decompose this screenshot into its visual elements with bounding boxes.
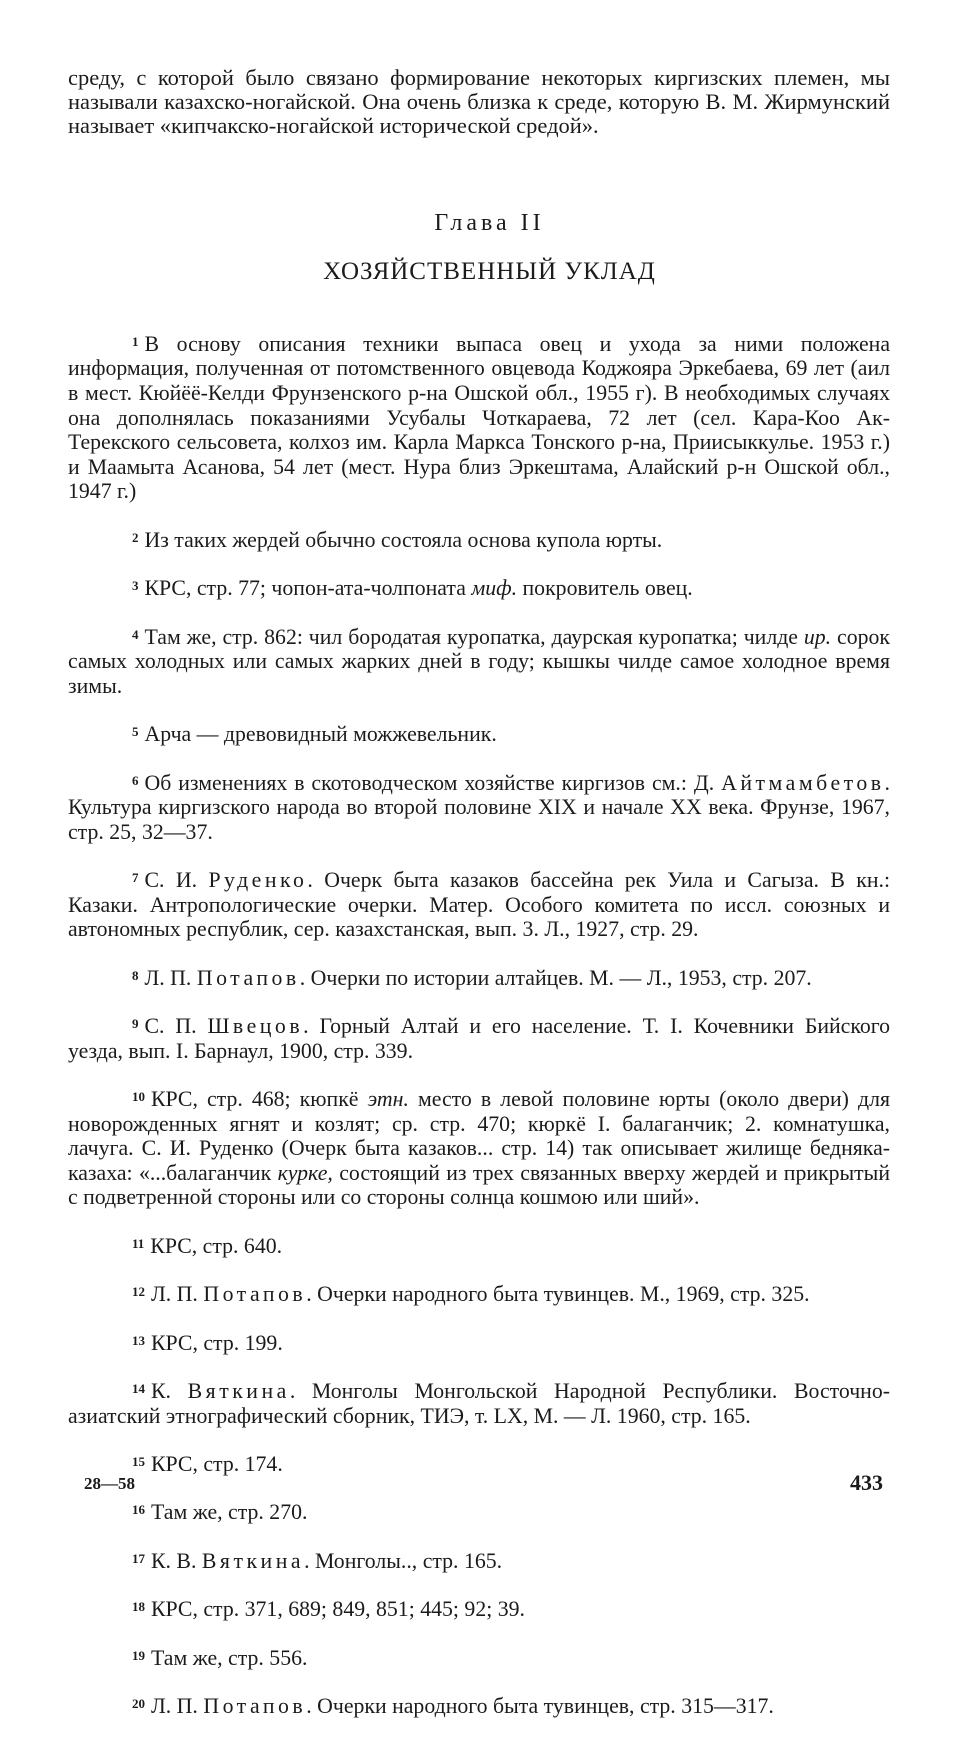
footnote-text: Об изменениях в скотоводческом хозяйстве киргизов см.: Д. bbox=[144, 770, 722, 795]
footnote-text: . Очерки народного быта тувинцев, стр. 315—317. bbox=[306, 1693, 774, 1718]
footnote bbox=[68, 623, 890, 699]
footnote bbox=[68, 1692, 890, 1719]
footnote-number: 13 bbox=[132, 1332, 145, 1348]
page-number: 433 bbox=[850, 1470, 883, 1495]
author-name: Вяткина bbox=[187, 1378, 290, 1403]
intro-text: среду, с которой было связано формирование некоторых киргизских племен, мы называли казахско-ногайской. Она очень близка к среде, которую В. М. Жирмунский называет «кипчакско-ногайской исторической средой». bbox=[68, 65, 890, 138]
footnote-text: . Монголы.., стр. 165. bbox=[304, 1548, 503, 1573]
footnote-number: 7 bbox=[132, 870, 139, 886]
footnote-number: 11 bbox=[132, 1235, 145, 1251]
footnote-text: В основу описания техники выпаса овец и ухода за ними положена информация, полученная от потомственного овцевода Коджояра Эркебаева, 69 лет (аил в мест. Кюйёё-Келди Фрунзенского р-на Ошской обл., 1955 г). В необходимых случаях она дополнялась показаниями Усубалы Чоткараева, 72 лет (сел. Кара-Коо Ак-Терекского сельсовета, колхоз им. Карла Маркса Тонского р-на, Приисыккулье. 1953 г.) и Маамыта Асанова, 54 лет (мест. Нура близ Эркештама, Алайский р-н Ошской обл., 1947 г.) bbox=[68, 331, 890, 504]
footnote bbox=[68, 1329, 890, 1356]
footnote-text: Л. П. bbox=[144, 965, 197, 990]
printer-signature: 28—58 bbox=[84, 1474, 135, 1493]
footnote bbox=[68, 1498, 890, 1525]
footnote-text: сорок самых холодных или самых жарких дней в году; кышкы чилде самое холодное время зимы. bbox=[68, 624, 890, 698]
footnote-number: 17 bbox=[132, 1550, 145, 1566]
footnote bbox=[68, 1644, 890, 1671]
footnote-text: КРС, стр. 371, 689; 849, 851; 445; 92; 39. bbox=[151, 1597, 525, 1622]
footnote bbox=[68, 330, 890, 504]
footnote-text: С. П. bbox=[144, 1014, 208, 1039]
author-name: Потапов bbox=[203, 1282, 307, 1307]
footnote bbox=[68, 1280, 890, 1307]
chapter-title: ХОЗЯЙСТВЕННЫЙ УКЛАД bbox=[323, 258, 656, 285]
footnote-number: 4 bbox=[132, 626, 139, 642]
footnote-text: . Очерк быта казаков бассейна рек Уила и Сагыза. В кн.: Казаки. Антропологические очерки. Матер. Особого комитета по иссл. союзных и автономных республик, сер. казахстанская, вып. 3. Л., 1927, стр. 29. bbox=[68, 868, 890, 942]
chapter-number: Глава II bbox=[434, 210, 545, 236]
footnote-text: С. И. bbox=[144, 868, 209, 893]
footnote-number: 9 bbox=[132, 1016, 139, 1032]
footnotes-list bbox=[68, 308, 890, 1740]
footnote bbox=[68, 964, 890, 991]
author-name: Швецов bbox=[207, 1014, 304, 1039]
italic-term: миф. bbox=[471, 576, 518, 601]
author-name: Потапов bbox=[203, 1693, 307, 1718]
footnote-number: 1 bbox=[132, 333, 139, 349]
footnote-text: КРС, стр. 640. bbox=[150, 1233, 283, 1258]
author-name: Руденко bbox=[208, 868, 308, 893]
footnote-number: 19 bbox=[132, 1647, 145, 1663]
footnote-text: К. В. bbox=[151, 1548, 202, 1573]
footnote-number: 8 bbox=[132, 967, 139, 983]
footnote-number: 16 bbox=[132, 1502, 145, 1518]
footnote-text: КРС, стр. 77; чопон-ата-чолпоната bbox=[144, 576, 472, 601]
footnote bbox=[68, 866, 890, 942]
footnote-number: 18 bbox=[132, 1599, 145, 1615]
footnote-number: 3 bbox=[132, 578, 139, 594]
footnote-text: К. bbox=[151, 1378, 188, 1403]
footnote bbox=[68, 769, 890, 845]
footnote bbox=[68, 574, 890, 601]
italic-term: курке, bbox=[277, 1160, 333, 1185]
footnote-number: 2 bbox=[132, 529, 139, 545]
footnote-text: Там же, стр. 862: чил бородатая куропатка, даурская куропатка; чилде bbox=[144, 624, 804, 649]
footnote-number: 20 bbox=[132, 1695, 145, 1711]
footnote-text: место в левой половине юрты (около двери) для новорожденных ягнят и козлят; ср. стр. 470; кюркё I. балаганчик; 2. комнатушка, лачуга. С. И. Руденко (Очерк быта казаков... стр. 14) так описывает жилище бедняка-казаха: «...балаганчик bbox=[68, 1087, 890, 1185]
footnote-text: Арча — древовидный можжевельник. bbox=[144, 722, 497, 747]
footnote-number: 14 bbox=[132, 1380, 145, 1396]
footnote-number: 5 bbox=[132, 724, 139, 740]
footnote-text: Там же, стр. 270. bbox=[151, 1500, 308, 1525]
footnote bbox=[68, 526, 890, 553]
footnote-text: Л. П. bbox=[151, 1693, 204, 1718]
footnote-text: покровитель овец. bbox=[517, 576, 693, 601]
italic-term: ир. bbox=[803, 624, 832, 649]
footnote-text: КРС, стр. 174. bbox=[151, 1451, 283, 1476]
author-name: Вяткина bbox=[201, 1548, 305, 1573]
italic-term: этн. bbox=[367, 1087, 409, 1112]
footnote bbox=[68, 1232, 890, 1259]
footnote bbox=[68, 720, 890, 747]
footnote-text: . Монголы Монгольской Народной Республики. Восточно-азиатский этнографический сборник, ТИЭ, т. LX, М. — Л. 1960, стр. 165. bbox=[68, 1378, 890, 1428]
footnote-number: 6 bbox=[132, 772, 139, 788]
footnote-text: состоящий из трех связанных вверху жердей и прикрытый с подветренной стороны или со стороны солнца кошмою или ший». bbox=[68, 1160, 890, 1210]
footnote bbox=[68, 1547, 890, 1574]
footnote bbox=[68, 1377, 890, 1428]
footnote-text: Там же, стр. 556. bbox=[151, 1645, 308, 1670]
intro-paragraph bbox=[68, 66, 890, 138]
footnote bbox=[68, 1012, 890, 1063]
footnote-text: . Очерки народного быта тувинцев. М., 1969, стр. 325. bbox=[306, 1282, 810, 1307]
footnote-text: Из таких жердей обычно состояла основа купола юрты. bbox=[144, 527, 663, 552]
author-name: Потапов bbox=[196, 965, 300, 990]
footnote-number: 12 bbox=[132, 1284, 145, 1300]
footnote bbox=[68, 1085, 890, 1210]
footnote-number: 10 bbox=[132, 1089, 145, 1105]
footnote bbox=[68, 1595, 890, 1622]
footnote-number: 15 bbox=[132, 1453, 145, 1469]
footnote-text: КРС, стр. 199. bbox=[151, 1330, 283, 1355]
footnote bbox=[68, 1450, 890, 1477]
footnote-text: . Горный Алтай и его население. Т. I. Кочевники Бийского уезда, вып. I. Барнаул, 1900, стр. 339. bbox=[68, 1014, 891, 1063]
footnote-text: Л. П. bbox=[151, 1282, 204, 1307]
footnote-text: . Очерки по истории алтайцев. М. — Л., 1953, стр. 207. bbox=[299, 965, 812, 990]
footnote-text: КРС, стр. 468; кюпкё bbox=[151, 1087, 368, 1112]
author-name: Айтмамбетов bbox=[721, 770, 885, 795]
footnote-text: . Культура киргизского народа во второй половине XIX и начале XX века. Фрунзе, 1967, стр. 25, 32—37. bbox=[68, 770, 890, 844]
